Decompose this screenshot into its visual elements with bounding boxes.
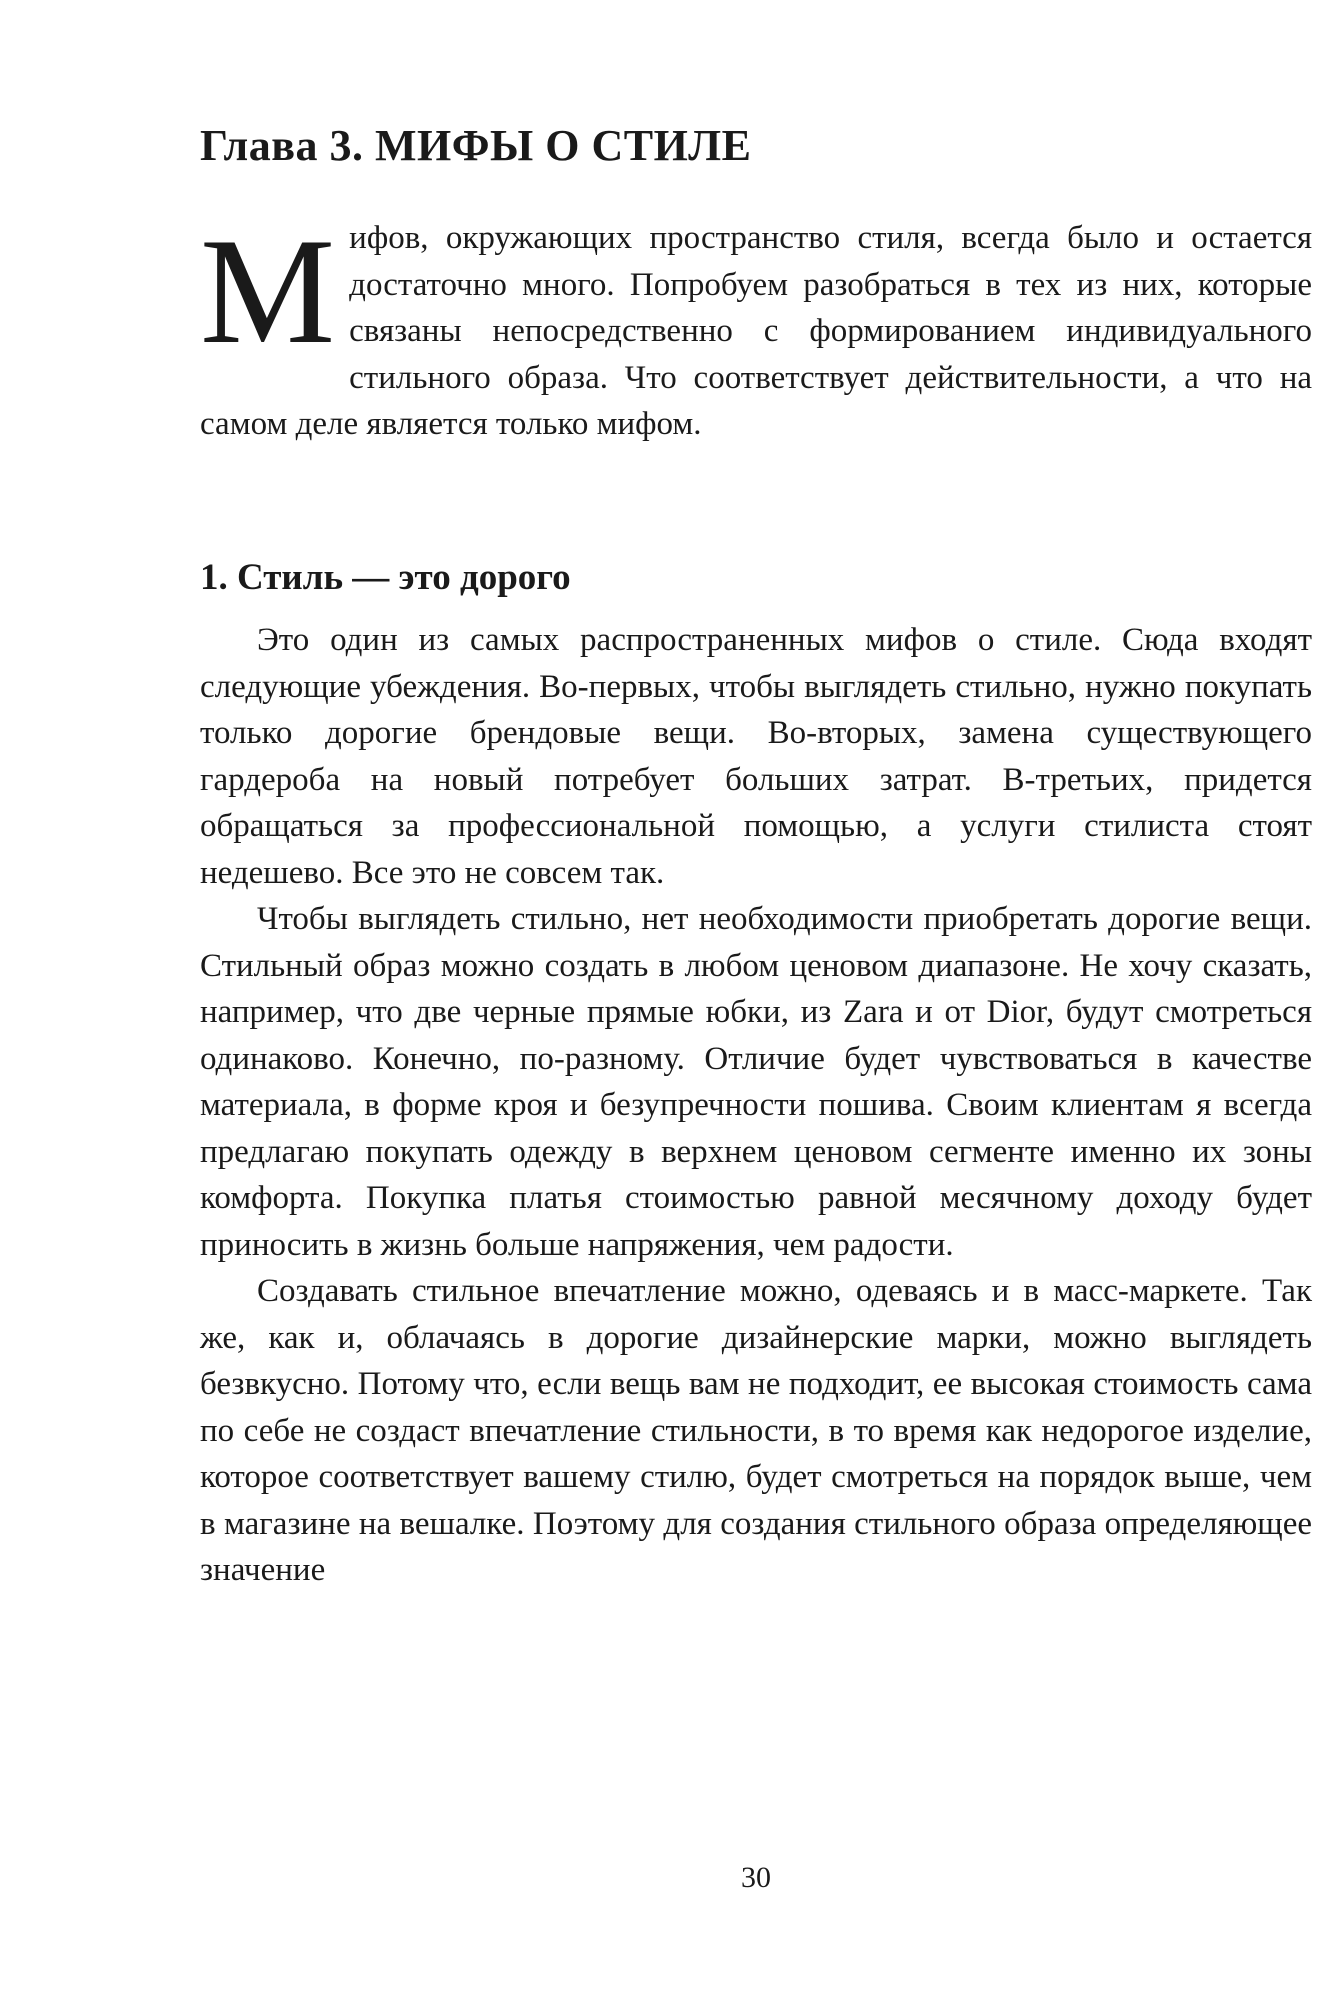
intro-text: ифов, окружающих пространство стиля, всегда было и остается достаточно много. Попробуем разобраться в тех из них, которые связаны непосредственно с формированием индивидуального стильного образа. Что соответствует действительности, а что на самом деле является только мифом. (200, 220, 1312, 442)
page-number: 30 (741, 1861, 771, 1894)
paragraph-1: Это один из самых распространенных мифов о стиле. Сюда входят следующие убеждения. Во-первых, чтобы выглядеть стильно, нужно покупать только дорогие брендовые вещи. Во-вторых, замена существующего гардероба на новый потребует больших затрат. В-третьих, придется обращаться за профессиональной помощью, а услуги стилиста стоят недешево. Все это не совсем так. (200, 622, 1312, 891)
intro-paragraph (200, 207, 1312, 448)
chapter-title: Глава 3. МИФЫ О СТИЛЕ (200, 121, 752, 170)
section-title: 1. Стиль — это дорого (200, 557, 571, 598)
section-body (200, 617, 1312, 1594)
book-page (200, 0, 1312, 2000)
paragraph-2: Чтобы выглядеть стильно, нет необходимости приобретать дорогие вещи. Стильный образ можно создать в любом ценовом диапазоне. Не хочу сказать, например, что две черные прямые юбки, из Zara и от Dior, будут смотреться одинаково. Конечно, по-разному. Отличие будет чувствоваться в качестве материала, в форме кроя и безупречности пошива. Своим клиентам я всегда предлагаю покупать одежду в верхнем ценовом сегменте именно их зоны комфорта. Покупка платья стоимостью равной месячному доходу будет приносить в жизнь больше напряжения, чем радости. (200, 901, 1312, 1263)
paragraph-3: Создавать стильное впечатление можно, одеваясь и в масс-маркете. Так же, как и, облачаясь в дорогие дизайнерские марки, можно выглядеть безвкусно. Потому что, если вещь вам не подходит, ее высокая стоимость сама по себе не создаст впечатление стильности, в то время как недорогое изделие, которое соответствует вашему стилю, будет смотреться на порядок выше, чем в магазине на вешалке. Поэтому для создания стильного образа определяющее значение (200, 1273, 1312, 1588)
drop-cap: М (200, 207, 336, 375)
